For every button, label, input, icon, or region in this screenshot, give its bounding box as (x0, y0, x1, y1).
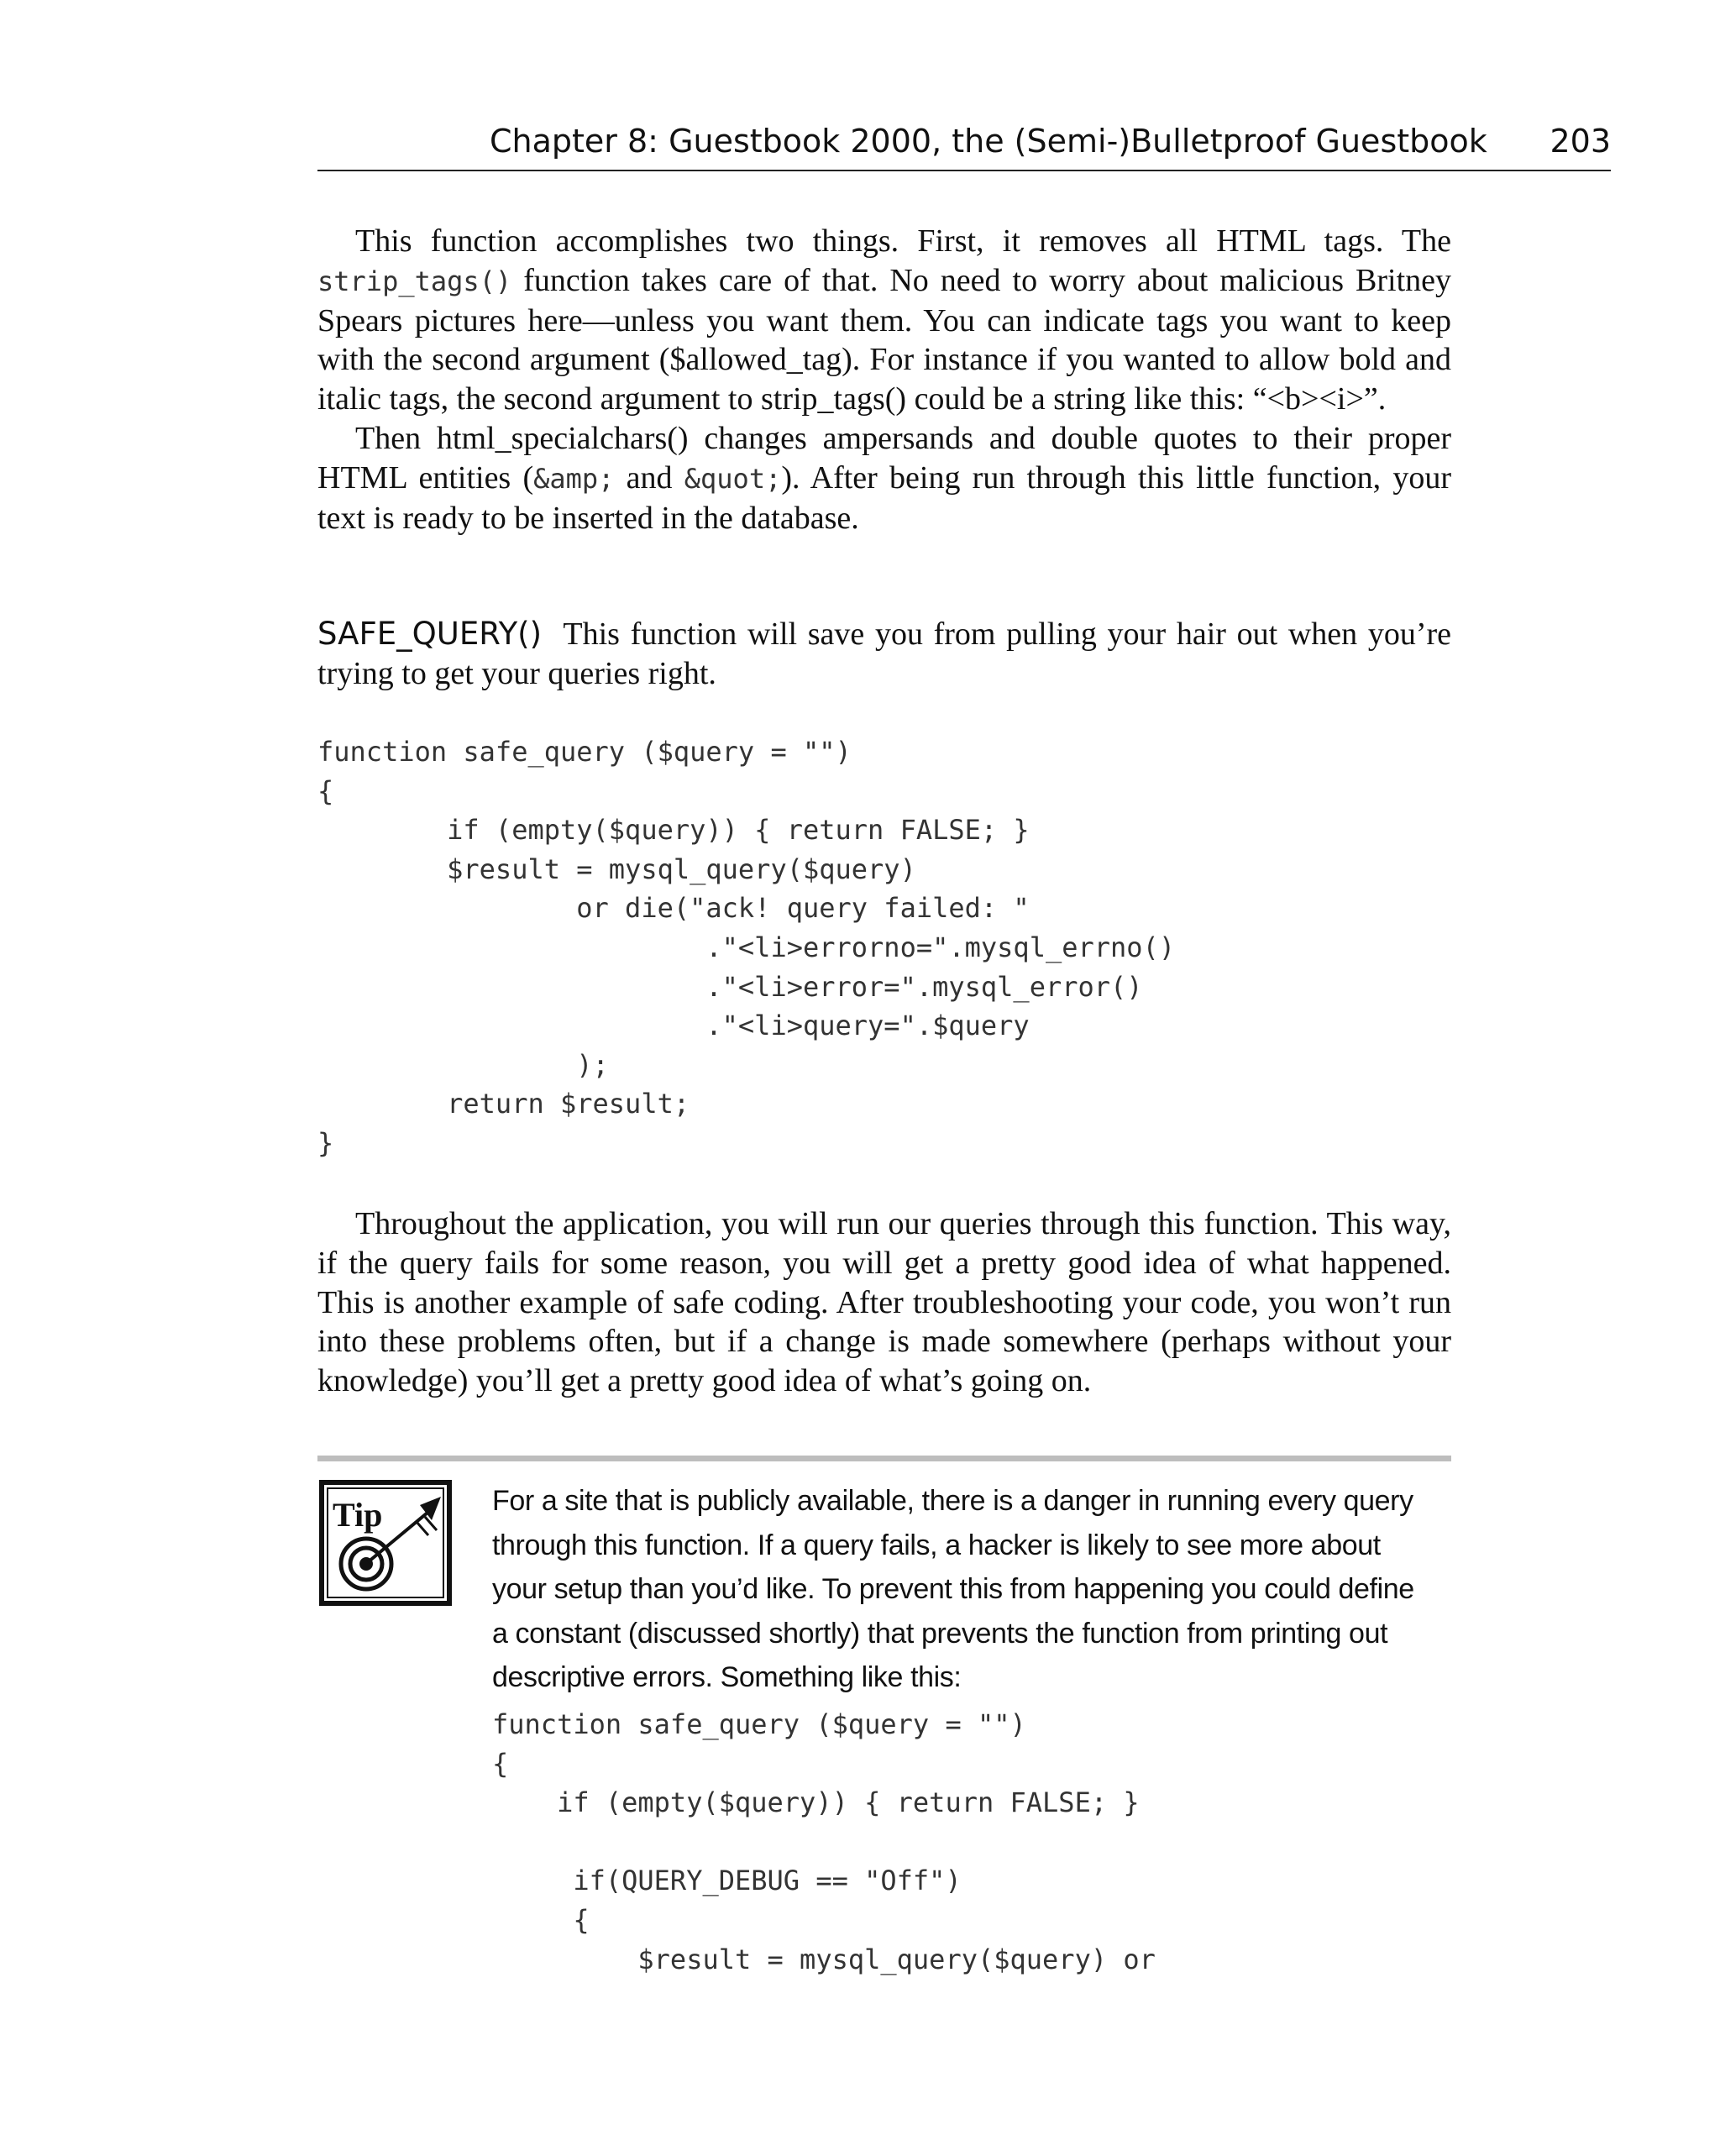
safe-query-section (317, 615, 1451, 694)
paragraph-throughout: Throughout the application, you will run our queries through this function. This way, if the query fails for some reason, you will get a pretty good idea of what happened. This is another example of safe coding. After troubleshooting your code, you won’t run into these problems often, but if a change is made somewhere (perhaps without your knowledge) you’ll get a pretty good idea of what’s going on. (317, 1206, 1451, 1399)
inline-code: &amp; (533, 462, 615, 495)
paragraph-text: ). After being run through this little function, your text is ready to be inserted in the database. (317, 459, 1451, 536)
paragraph-safe-query (317, 615, 1451, 694)
run-in-heading: SAFE_QUERY() (317, 616, 543, 652)
code-line: function safe_query ($query = "") (317, 736, 852, 768)
code-line: } (317, 1126, 334, 1159)
paragraph-text: Then html_specialchars() changes ampersands and double quotes to their proper HTML entities ( (317, 420, 1451, 496)
code-line: { (492, 1903, 590, 1936)
tip-icon (319, 1480, 452, 1606)
paragraph-text: This function will save you from pulling your hair out when you’re trying to get your queries right. (317, 616, 1451, 691)
paragraph-text: This function accomplishes two things. First, it removes all HTML tags. The (355, 223, 1451, 259)
code-listing (317, 732, 1175, 1163)
code-line: if(QUERY_DEBUG == "Off") (492, 1865, 962, 1897)
paragraph-strip-tags (317, 222, 1451, 419)
code-line: function safe_query ($query = "") (492, 1708, 1026, 1740)
tip-divider (317, 1456, 1451, 1461)
intro-paragraphs (317, 222, 1451, 538)
code-line: ."<li>query=".$query (317, 1010, 1030, 1042)
code-line: { (492, 1747, 509, 1780)
code-line: ."<li>error=".mysql_error() (317, 970, 1143, 1003)
code-line: or die("ack! query failed: " (317, 892, 1030, 925)
running-header (317, 118, 1611, 171)
inline-code: strip_tags() (317, 265, 512, 297)
inline-code: &quot; (684, 462, 782, 495)
paragraph-text: function takes care of that. No need to worry about malicious Britney Spears pictures here—unless you want them. You can indicate tags you want to keep with the second argument ($allowed_tag). For instance if you wanted to allow bold and italic tags, the second argument to strip_tags() could be a string like this: “<b><i>”. (317, 262, 1451, 417)
code-line: $result = mysql_query($query) or (492, 1943, 1156, 1975)
code-line: return $result; (317, 1088, 690, 1120)
page-number: 203 (1550, 123, 1611, 160)
code-line: { (317, 774, 334, 807)
tip-text (492, 1479, 1416, 1700)
paragraph-specialchars (317, 419, 1451, 538)
closing-paragraph (317, 1204, 1451, 1401)
chapter-title: Chapter 8: Guestbook 2000, the (Semi-)Bulletproof Guestbook (490, 123, 1487, 160)
tip-code-listing (492, 1705, 1156, 1979)
paragraph-text: and (614, 459, 684, 496)
code-line: $result = mysql_query($query) (317, 852, 916, 885)
tip-icon-label: Tip (333, 1496, 383, 1534)
code-line: ."<li>errorno=".mysql_errno() (317, 931, 1176, 963)
code-line: if (empty($query)) { return FALSE; } (317, 814, 1030, 847)
code-line: if (empty($query)) { return FALSE; } (492, 1786, 1140, 1819)
tip-paragraph: For a site that is publicly available, there is a danger in running every query through this function. If a query fails, a hacker is likely to see more about your setup than you’d like. To prevent this from happening you could define a constant (discussed shortly) that prevents the function from printing out descriptive errors. Something like this: (492, 1485, 1414, 1693)
code-line: ); (317, 1048, 609, 1081)
